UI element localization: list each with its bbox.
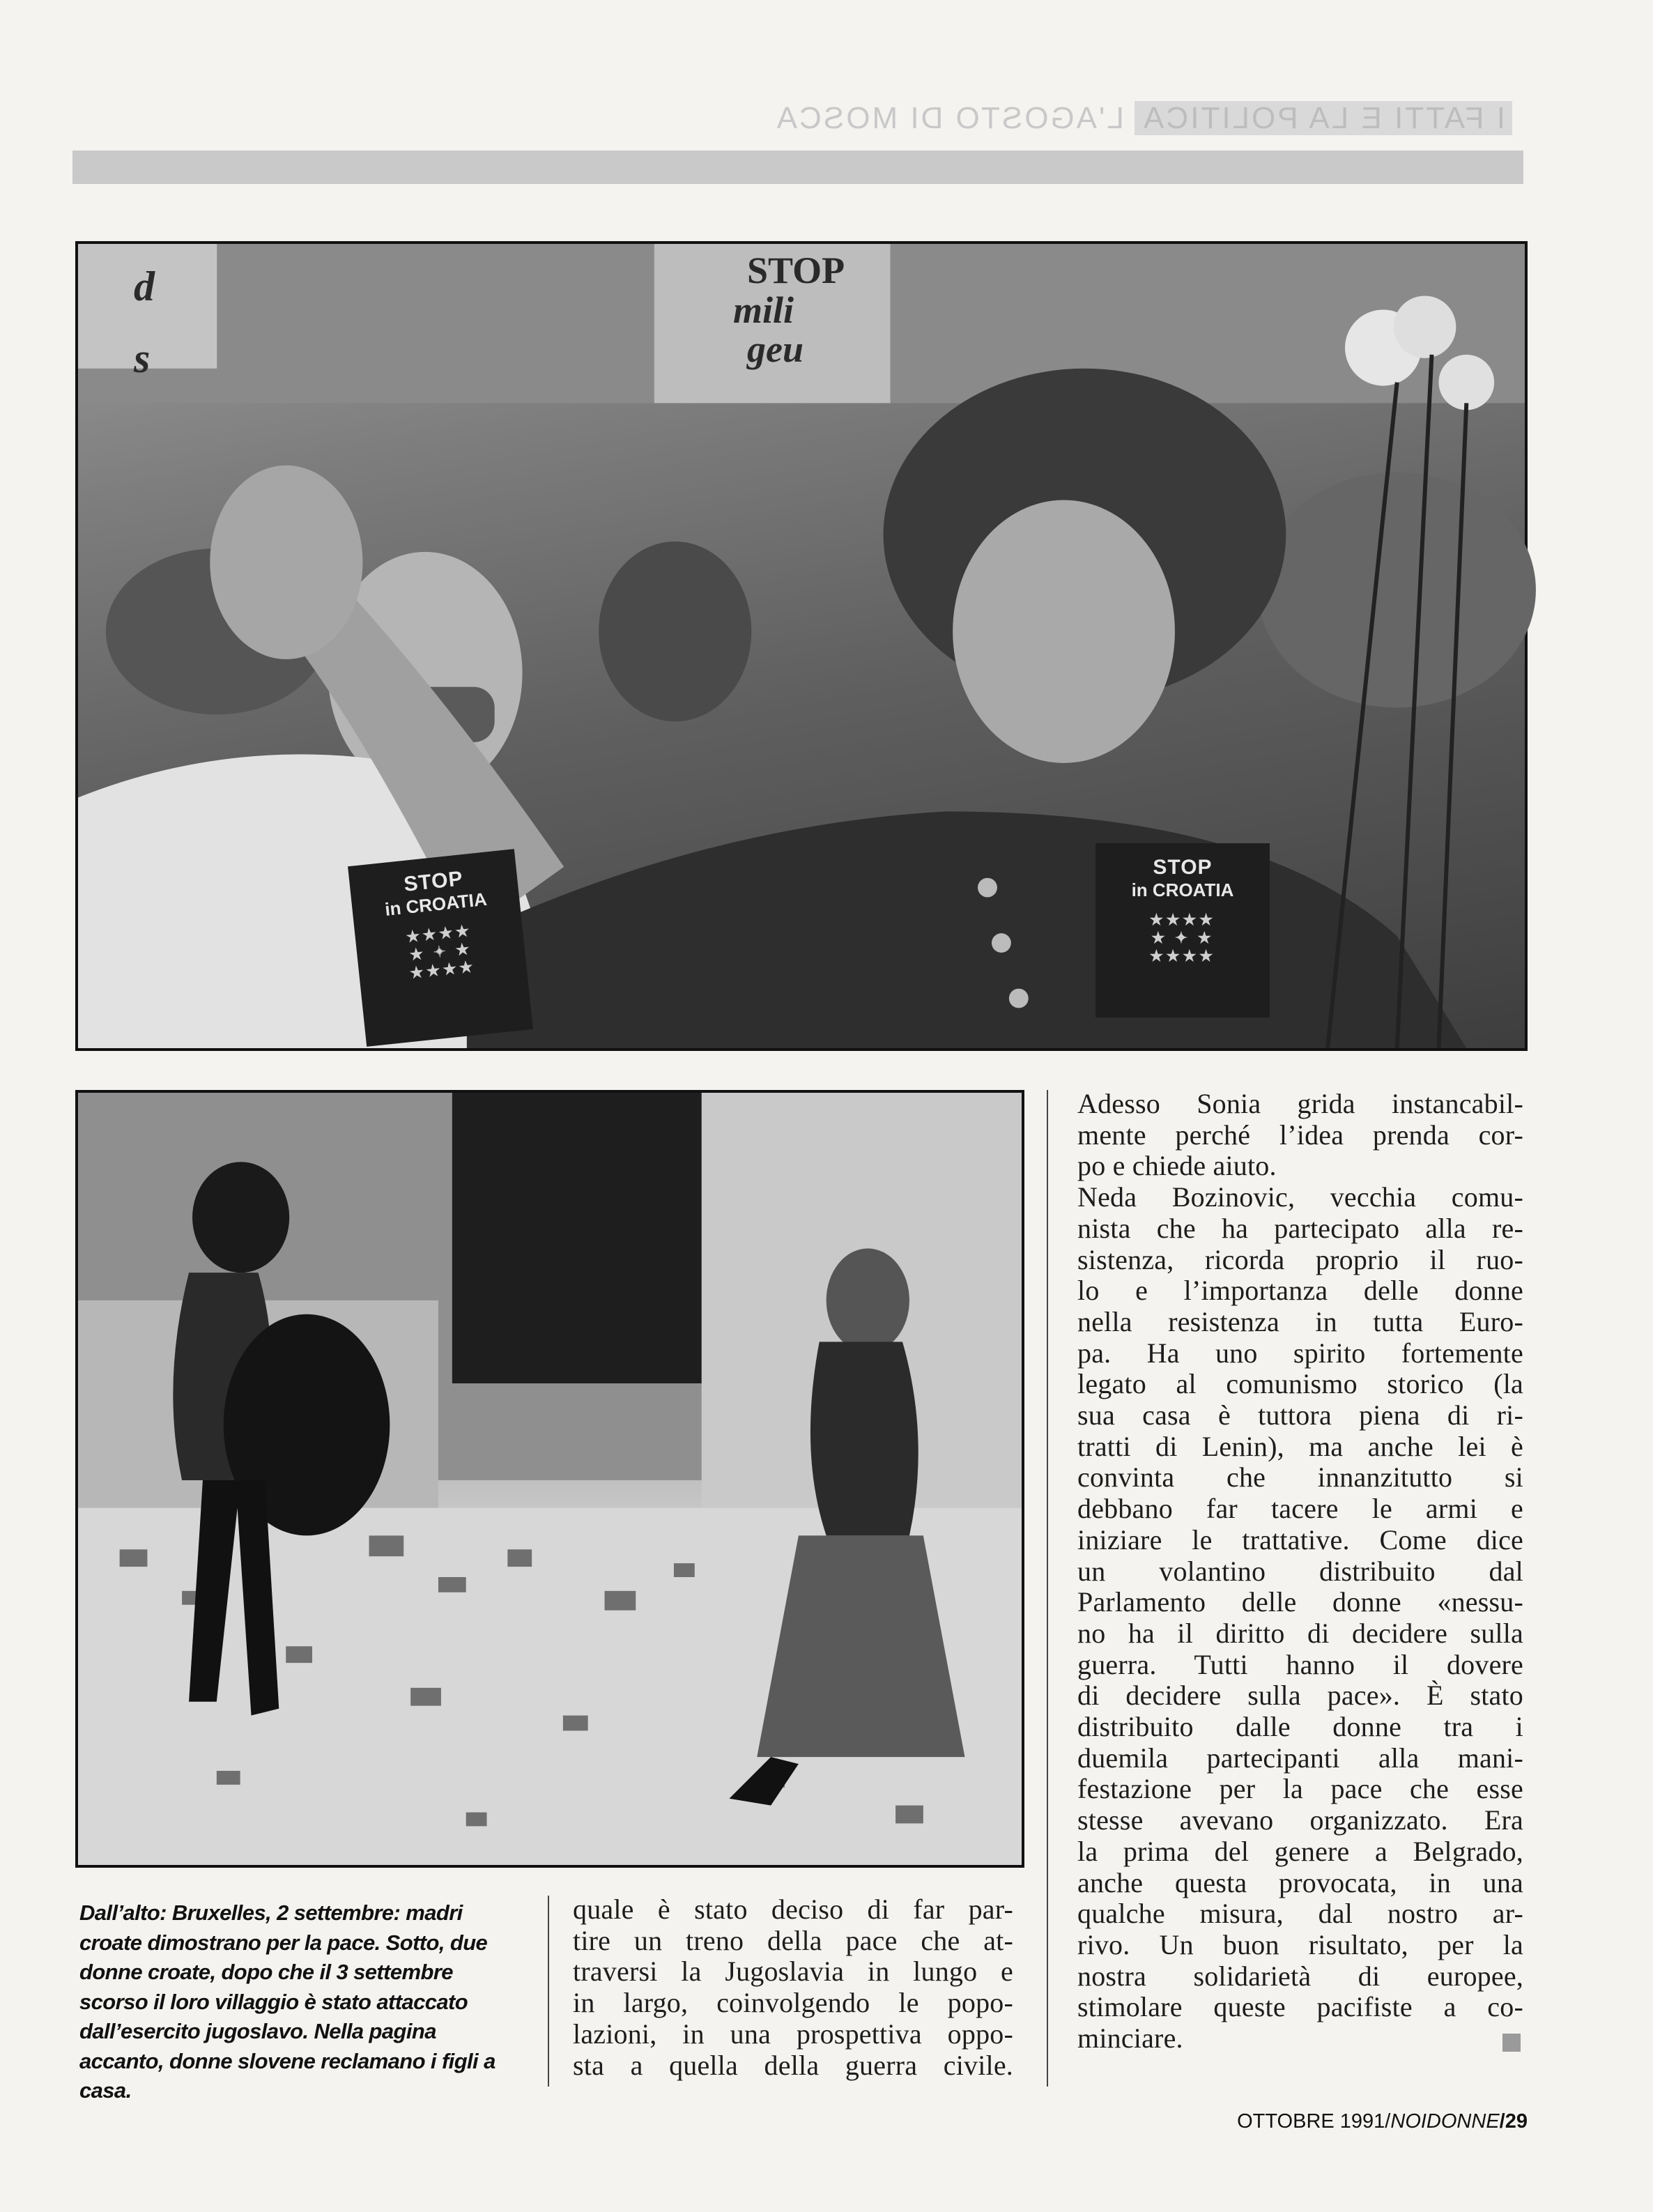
text-line: nostra solidarietà di europee, [1077, 1960, 1523, 1992]
text-line: la prima del genere a Belgrado, [1077, 1835, 1523, 1867]
text-line: in largo, coinvolgendo le popo- [573, 1987, 1013, 2019]
text-line: legato al comunismo storico (la [1077, 1368, 1523, 1400]
text-line: sistenza, ricorda proprio il ruo- [1077, 1243, 1523, 1275]
text-line: nella resistenza in tutta Euro- [1077, 1305, 1523, 1337]
protest-sign: STOP mili geu [733, 249, 845, 371]
eu-stars-icon: ★★★★ ★ ✦ ★ ★★★★ [1149, 911, 1216, 965]
text-line: Parlamento delle donne «nessu- [1077, 1586, 1523, 1618]
text-line: Neda Bozinovic, vecchia comu- [1077, 1181, 1523, 1213]
text-line: quale è stato deciso di far par- [573, 1894, 1013, 1925]
footer-magazine: NOIDONNE [1390, 2110, 1500, 2133]
text-line: iniziare le trattative. Come dice [1077, 1523, 1523, 1556]
text-line: nista che ha partecipato alla re- [1077, 1212, 1523, 1244]
text-line: debbano far tacere le armi e [1077, 1493, 1523, 1525]
end-of-article-mark [1502, 2034, 1521, 2052]
text-line: un volantino distribuito dal [1077, 1555, 1523, 1587]
text-line: festazione per la pace che esse [1077, 1773, 1523, 1805]
protest-sign-left: d s [134, 263, 155, 381]
text-line: tratti di Lenin), ma anche lei è [1077, 1430, 1523, 1462]
text-line: guerra. Tutti hanno il dovere [1077, 1648, 1523, 1680]
text-line: di decidere sulla pace». È stato [1077, 1680, 1523, 1712]
text-line: distribuito dalle donne tra i [1077, 1711, 1523, 1743]
text-column-right [1077, 1089, 1523, 2054]
text-line: anche questa provocata, in una [1077, 1866, 1523, 1898]
running-head-text: L'AGOSTO DI MOSCA [774, 101, 1124, 135]
header-bar [72, 151, 1523, 184]
text-line: qualche misura, dal nostro ar- [1077, 1898, 1523, 1930]
text-line: duemila partecipanti alla mani- [1077, 1742, 1523, 1774]
photo-caption: Dall’alto: Bruxelles, 2 settembre: madri croate dimostrano per la pace. Sotto, due donne croate, dopo che il 3 settembre scorso il loro villaggio è stato attaccato dall’esercito jugoslavo. Nella pagina accanto, donne slovene reclamano i figli a casa. [79, 1900, 495, 2103]
text-line: lo e l’importanza delle donne [1077, 1275, 1523, 1307]
running-head-showthrough [774, 98, 1512, 139]
text-line: lazioni, in una prospettiva oppo- [573, 2018, 1013, 2050]
column-divider [548, 1896, 549, 2087]
eu-stars-icon: ★★★★ ★ ✦ ★ ★★★★ [405, 921, 477, 982]
text-line: mente perché l’idea prenda cor- [1077, 1119, 1523, 1151]
footer-date: OTTOBRE 1991/ [1237, 2110, 1391, 2133]
text-line: traversi la Jugoslavia in lungo e [573, 1956, 1013, 1988]
running-head-highlight: I FATTI E LA POLITICA [1135, 101, 1512, 135]
badge-stop-war-left: STOP in CROATIA ★★★★ ★ ✦ ★ ★★★★ [348, 849, 533, 1047]
text-line: pa. Ha uno spirito fortemente [1077, 1337, 1523, 1369]
text-line: no ha il diritto di decidere sulla [1077, 1617, 1523, 1649]
page-footer [1221, 2110, 1528, 2133]
text-line: tire un treno della pace che at- [573, 1924, 1013, 1956]
text-line: sua casa è tuttora piena di ri- [1077, 1399, 1523, 1431]
page-number: /29 [1499, 2110, 1528, 2133]
text-line: po e chiede aiuto. [1077, 1150, 1277, 1182]
text-line: convinta che innanzitutto si [1077, 1461, 1523, 1493]
text-line: stimolare queste pacifiste a co- [1077, 1991, 1523, 2023]
photo-rubble-illustration [78, 1093, 1022, 1865]
text-line: rivo. Un buon risultato, per la [1077, 1928, 1523, 1960]
text-line: minciare. [1077, 2022, 1183, 2054]
text-line: Adesso Sonia grida instancabil- [1077, 1088, 1523, 1119]
text-line: sta a quella della guerra civile. [573, 2049, 1013, 2081]
text-line: stesse avevano organizzato. Era [1077, 1804, 1523, 1836]
column-divider [1047, 1090, 1048, 2087]
text-column-middle [573, 1894, 1013, 2081]
photo-rubble [75, 1090, 1024, 1868]
badge-stop-war-right: STOP in CROATIA ★★★★ ★ ✦ ★ ★★★★ [1095, 843, 1270, 1017]
photo-demonstration [75, 241, 1528, 1051]
